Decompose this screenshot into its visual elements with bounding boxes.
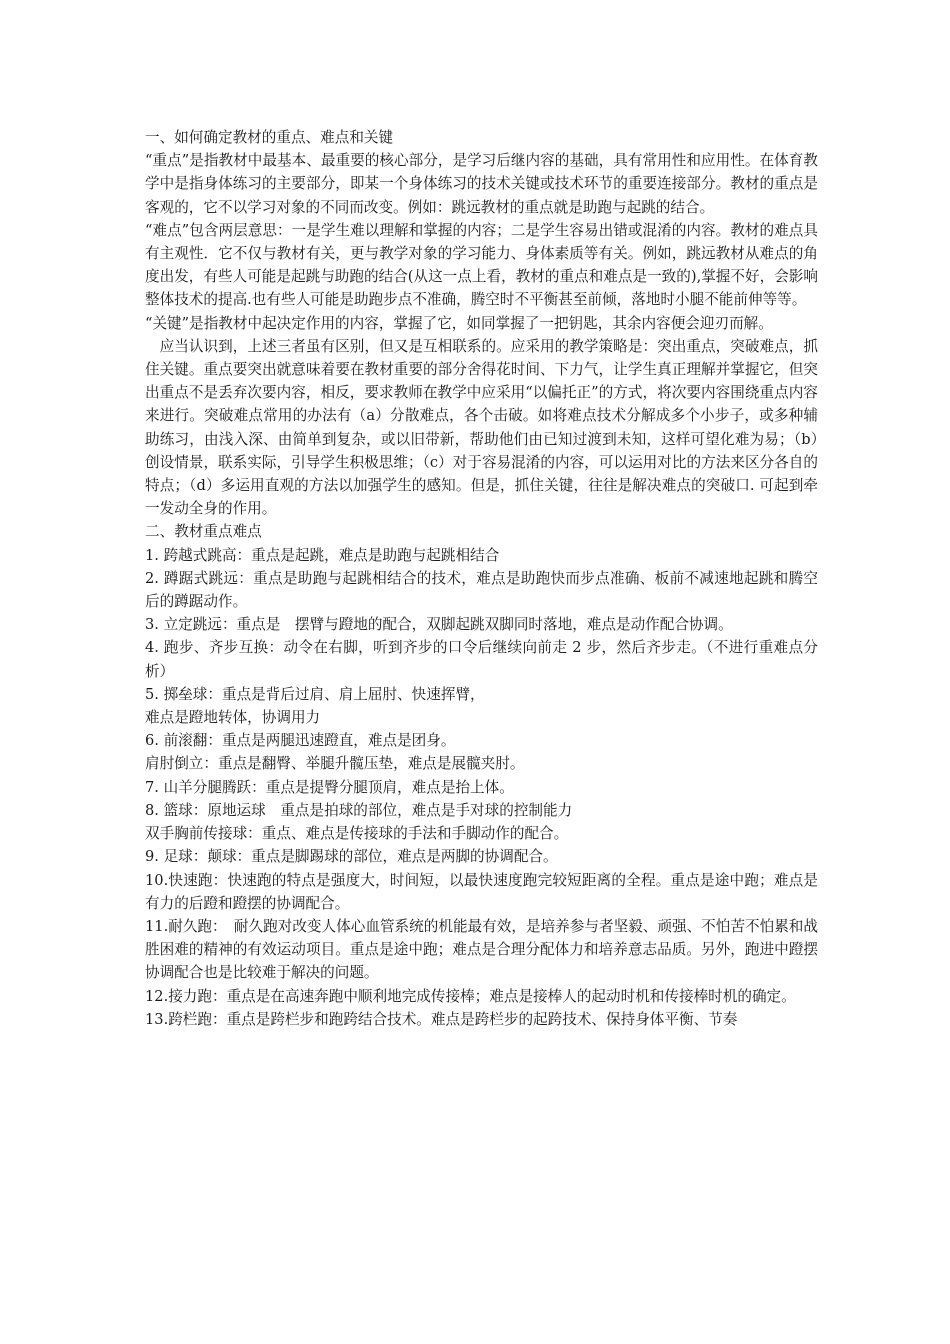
list-item: 7. 山羊分腿腾跃：重点是提臀分腿顶肩，难点是抬上体。 — [145, 778, 514, 796]
list-item: 3. 立定跳远：重点是 摆臂与蹬地的配合，双脚起跳双脚同时落地，难点是动作配合协调。 — [145, 616, 733, 634]
list-item: 2. 蹲踞式跳远：重点是助跑与起跳相结合的技术，难点是助跑快而步点准确、板前不减速地起跳和腾空后的蹲踞动作。 — [145, 569, 818, 611]
paragraph-critical-point: “关键”是指教材中起决定作用的内容，掌握了它，如同掌握了一把钥匙，其余内容便会迎刃而解。 — [145, 314, 773, 332]
paragraph-key-point: “重点”是指教材中最基本、最重要的核心部分，是学习后继内容的基础，具有常用性和应用性。在体育教学中是指身体练习的主要部分，即某一个身体练习的技术关键或技术环节的重要连接部分。教材的重点是客观的，它不以学习对象的不同而改变。例如：跳远教材的重点就是助跑与起跳的结合。 — [145, 152, 818, 216]
list-item: 难点是蹬地转体，协调用力 — [145, 709, 321, 727]
list-item: 12.接力跑：重点是在高速奔跑中顺利地完成传接棒；难点是接棒人的起动时机和传接棒时机的确定。 — [145, 987, 796, 1005]
document-page — [145, 126, 818, 1031]
list-item: 11.耐久跑： 耐久跑对改变人体心血管系统的机能最有效，是培养参与者坚毅、顽强、不怕苦不怕累和战胜困难的精神的有效运动项目。重点是途中跑；难点是合理分配体力和培养意志品质。另外，跑进中蹬摆协调配合也是比较难于解决的问题。 — [145, 917, 818, 982]
paragraph-teaching-strategy: 应当认识到，上述三者虽有区别，但又是互相联系的。应采用的教学策略是：突出重点，突破难点，抓住关键。重点要突出就意味着要在教材重要的部分舍得花时间、下力气，让学生真正理解并掌握它，但突出重点不是丢弃次要内容，相反，要求教师在教学中应采用“以偏托正”的方式，将次要内容围绕重点内容来进行。突破难点常用的办法有（a）分散难点，各个击破。如将难点技术分解成多个小步子，或多种辅助练习，由浅入深、由简单到复杂，或以旧带新，帮助他们由已知过渡到未知，这样可望化难为易；（b）创设情景，联系实际，引导学生积极思维；（c）对于容易混淆的内容，可以运用对比的方法来区分各自的特点；（d）多运用直观的方法以加强学生的感知。但是，抓住关键，往往是解决难点的突破口. 可起到牵一发动全身的作用。 — [145, 337, 818, 518]
list-item: 1. 跨越式跳高：重点是起跳，难点是助跑与起跳相结合 — [145, 546, 500, 564]
list-item: 10.快速跑：快速跑的特点是强度大，时间短，以最快速度跑完较短距离的全程。重点是途中跑；难点是有力的后蹬和蹬摆的协调配合。 — [145, 871, 818, 912]
list-item: 8. 篮球：原地运球 重点是拍球的部位，难点是手对球的控制能力 — [145, 801, 573, 819]
list-item: 6. 前滚翻：重点是两腿迅速蹬直，难点是团身。 — [145, 732, 456, 750]
section-heading-2: 二、教材重点难点 — [145, 523, 262, 541]
list-item: 13.跨栏跑：重点是跨栏步和跑跨结合技术。难点是跨栏步的起跨技术、保持身体平衡、节奏 — [145, 1010, 738, 1028]
list-item: 4. 跑步、齐步互换：动令在右脚，听到齐步的口令后继续向前走 2 步，然后齐步走。（不进行重难点分析） — [145, 639, 818, 680]
list-item: 5. 掷垒球：重点是背后过肩、肩上屈肘、快速挥臂， — [145, 685, 485, 703]
list-item: 肩肘倒立：重点是翻臀、举腿升髋压垫，难点是展髋夹肘。 — [145, 755, 525, 773]
list-item: 9. 足球：颠球：重点是脚踢球的部位，难点是两脚的协调配合。 — [145, 848, 558, 866]
list-item: 双手胸前传接球：重点、难点是传接球的手法和手脚动作的配合。 — [145, 825, 569, 843]
paragraph-difficult-point: “难点”包含两层意思：一是学生难以理解和掌握的内容；二是学生容易出错或混淆的内容。教材的难点具有主观性．它不仅与教材有关，更与教学对象的学习能力、身体素质等有关。例如，跳远教材从难点的角度出发，有些人可能是起跳与助跑的结合(从这一点上看，教材的重点和难点是一致的),掌握不好，会影响整体技术的提高.也有些人可能是助跑步点不准确，腾空时不平衡甚至前倾，落地时小腿不能前伸等等。 — [145, 221, 818, 309]
section-heading-1: 一、如何确定教材的重点、难点和关键 — [145, 129, 394, 146]
